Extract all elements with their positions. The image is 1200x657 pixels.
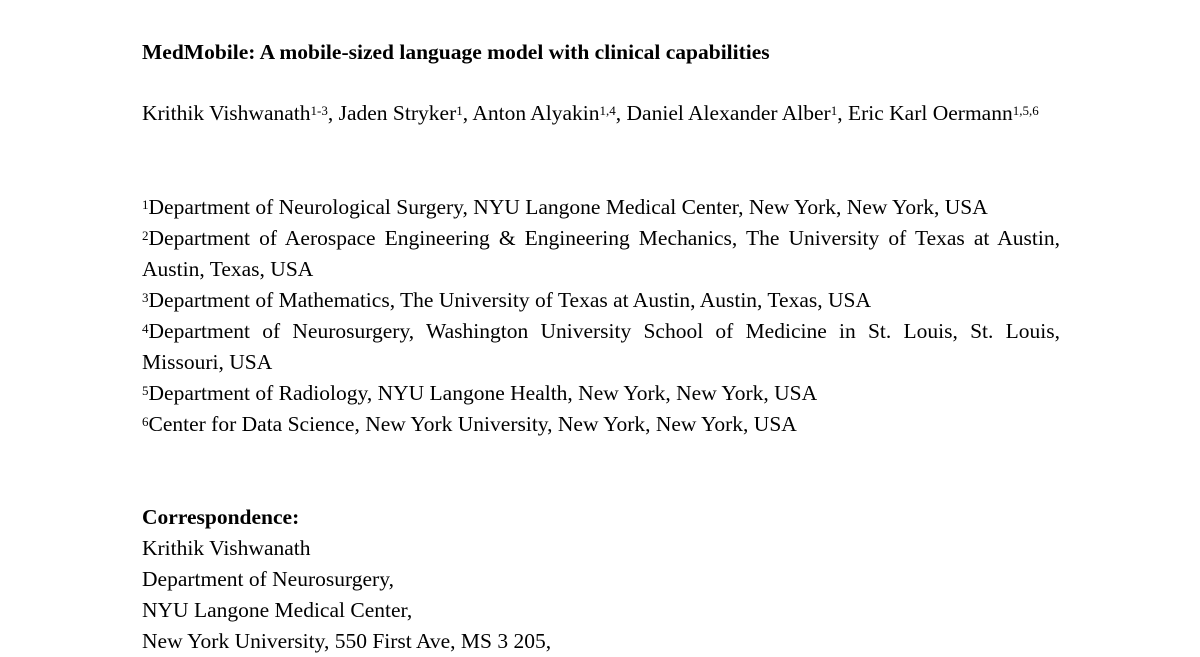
affiliation-item xyxy=(142,316,1060,378)
affiliation-item xyxy=(142,223,1060,285)
author-affiliation-marker: 1,5,6 xyxy=(1012,103,1039,118)
author-name: Daniel Alexander Alber xyxy=(626,101,831,125)
correspondence-line: New York University, 550 First Ave, MS 3 205, xyxy=(142,629,552,653)
author-separator: , xyxy=(837,101,848,125)
author-name: Eric Karl Oermann xyxy=(847,101,1013,125)
author-separator: , xyxy=(462,101,473,125)
affiliation-number: 4 xyxy=(142,321,149,336)
author-affiliation-marker: 1 xyxy=(830,103,838,118)
affiliation-text: Department of Aerospace Engineering & Engineering Mechanics, The University of Texas at Austin, Austin, Texas, USA xyxy=(142,226,1060,281)
affiliation-number: 1 xyxy=(142,197,149,212)
affiliation-text: Center for Data Science, New York University, New York, New York, USA xyxy=(148,412,797,436)
affiliation-number: 3 xyxy=(142,290,149,305)
correspondence-line: NYU Langone Medical Center, xyxy=(142,598,413,622)
affiliation-item xyxy=(142,378,1060,409)
affiliation-number: 2 xyxy=(142,228,149,243)
author-affiliation-marker: 1,4 xyxy=(599,103,616,118)
correspondence-line: Krithik Vishwanath xyxy=(142,536,311,560)
correspondence-address xyxy=(142,533,1060,657)
affiliation-item xyxy=(142,192,1060,223)
affiliation-number: 5 xyxy=(142,383,149,398)
correspondence-line: Department of Neurosurgery, xyxy=(142,567,394,591)
affiliation-text: Department of Radiology, NYU Langone Health, New York, New York, USA xyxy=(148,381,818,405)
affiliation-item xyxy=(142,285,1060,316)
author-name: Krithik Vishwanath xyxy=(142,101,311,125)
affiliation-text: Department of Neurological Surgery, NYU Langone Medical Center, New York, New York, USA xyxy=(148,195,988,219)
affiliation-text: Department of Neurosurgery, Washington University School of Medicine in St. Louis, St. Louis, Missouri, USA xyxy=(142,319,1060,374)
author-name: Anton Alyakin xyxy=(472,101,600,125)
correspondence-block xyxy=(142,502,1060,657)
author-affiliation-marker: 1 xyxy=(456,103,463,118)
affiliation-list xyxy=(142,192,1060,440)
author-name: Jaden Stryker xyxy=(338,101,457,125)
affiliation-number: 6 xyxy=(142,414,149,429)
correspondence-heading: Correspondence: xyxy=(142,505,300,529)
author-list xyxy=(142,98,1060,129)
author-affiliation-marker: 1-3 xyxy=(310,103,328,118)
affiliation-text: Department of Mathematics, The University of Texas at Austin, Austin, Texas, USA xyxy=(148,288,872,312)
affiliation-item xyxy=(142,409,1060,440)
author-separator: , xyxy=(615,101,627,125)
paper-title: MedMobile: A mobile-sized language model with clinical capabilities xyxy=(142,40,770,64)
author-separator: , xyxy=(327,101,339,125)
